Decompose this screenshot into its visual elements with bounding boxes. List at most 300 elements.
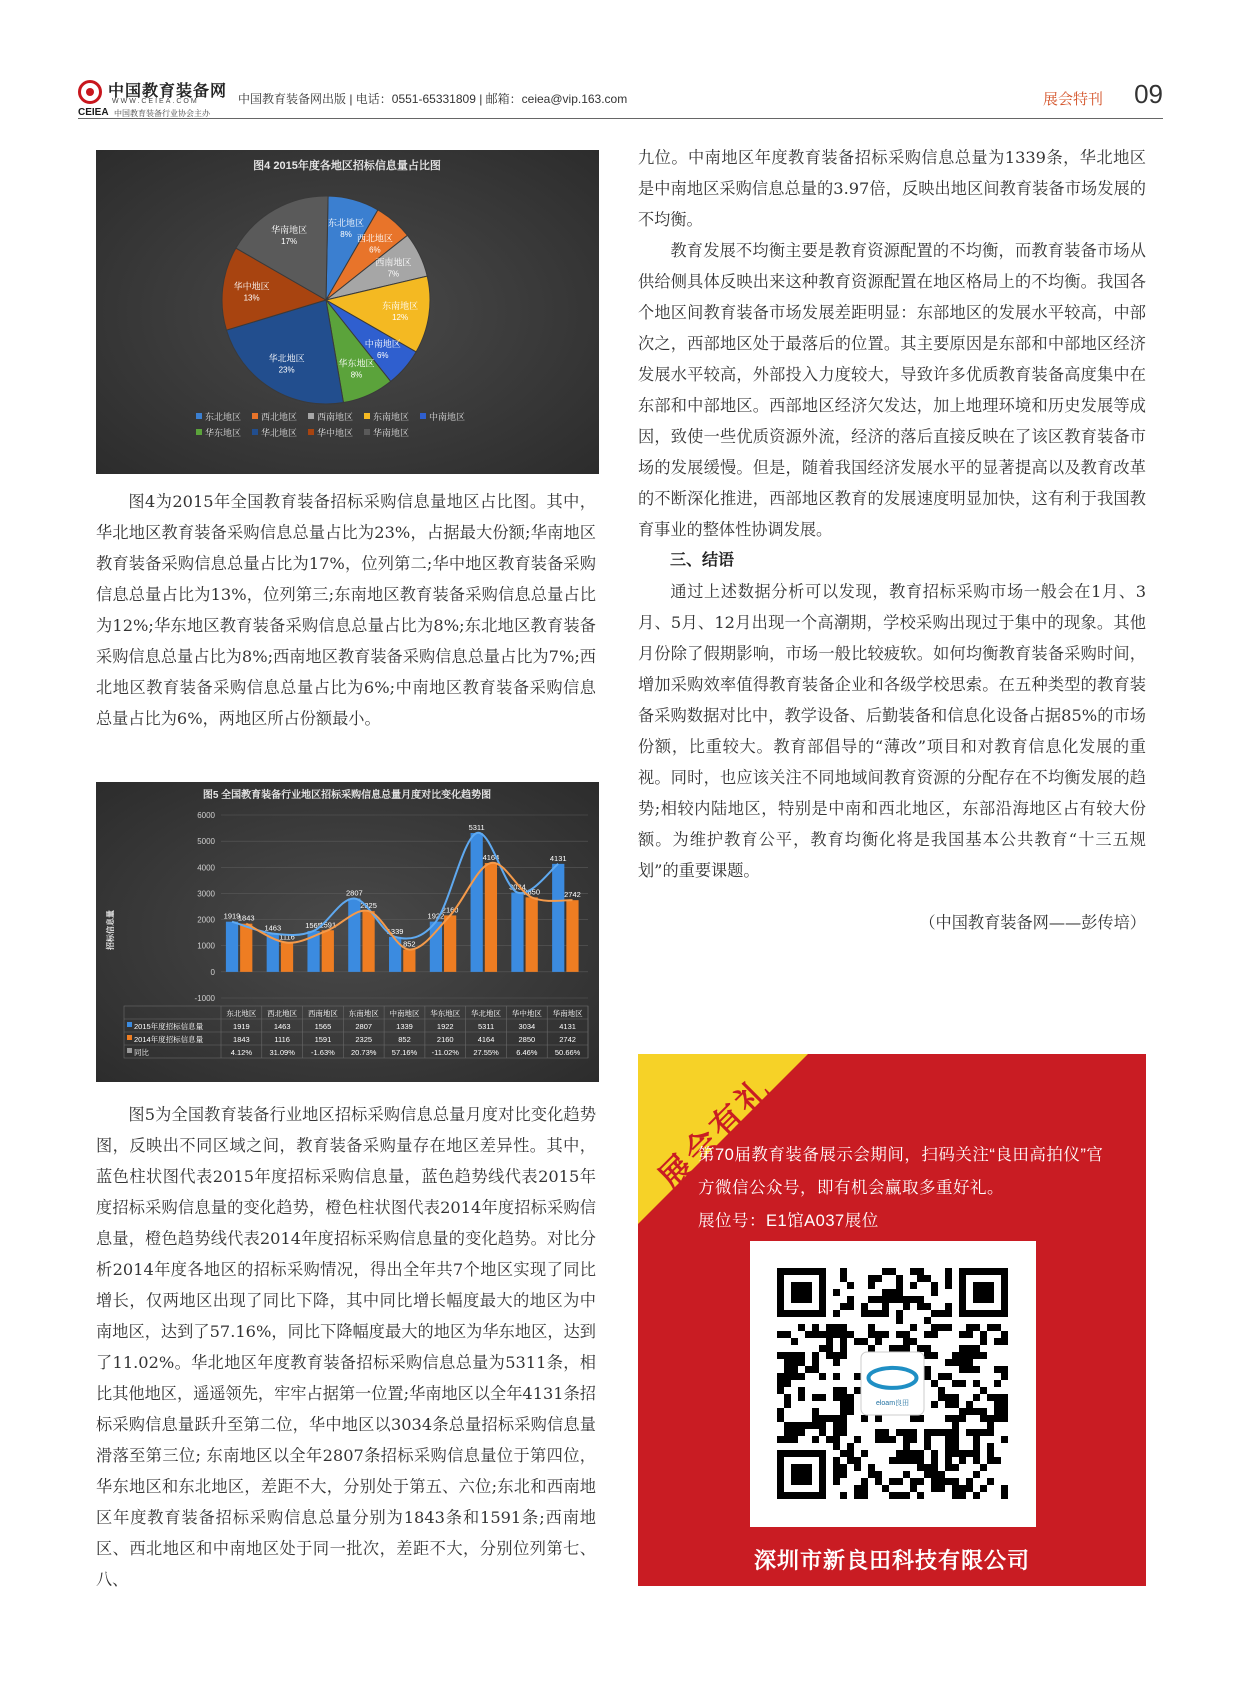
qr-module	[980, 1485, 987, 1492]
qr-module	[861, 1338, 868, 1345]
qr-module	[791, 1359, 798, 1366]
data-label: 1116	[279, 932, 295, 942]
qr-module	[917, 1457, 924, 1464]
qr-module	[826, 1324, 833, 1331]
qr-module	[980, 1387, 987, 1394]
qr-module	[826, 1338, 833, 1345]
qr-module	[903, 1471, 910, 1478]
logo	[78, 78, 228, 118]
qr-module	[980, 1464, 987, 1471]
data-label: 2807	[345, 888, 363, 898]
qr-module	[910, 1450, 917, 1457]
qr-module	[868, 1471, 875, 1478]
qr-module	[868, 1296, 875, 1303]
qr-module	[833, 1387, 840, 1394]
qr-module	[833, 1394, 840, 1401]
paragraph: 通过上述数据分析可以发现，教育招标采购市场一般会在1月、3月、5月、12月出现一个高潮期，学校采购出现过于集中的现象。其他月份除了假期影响，市场一般比较疲软。如何均衡教育装备采购时间，增加采购效率值得教育装备企业和各级学校思索。在五种类型的教育装备采购数据对比中，教学设备、后勤装备和信息化设备占据85%的市场份额，比重较大。教育部倡导的“薄改”项目和对教育信息化发展的重视。同时，也应该关注不同地域间教育资源的分配存在不均衡发展的趋势;相较内陆地区，特别是中南和西北地区，东部沿海地区占有较大份额。为维护教育公平，教育均衡化将是我国基本公共教育“十三五规划”的重要课题。	[638, 582, 1146, 880]
qr-module	[938, 1429, 945, 1436]
qr-module	[910, 1338, 917, 1345]
qr-module	[868, 1464, 875, 1471]
company-name: 深圳市新良田科技有限公司	[753, 1548, 1030, 1574]
qr-module	[875, 1471, 882, 1478]
left-column-block-1	[96, 486, 596, 734]
qr-module	[868, 1324, 875, 1331]
qr-module	[889, 1436, 896, 1443]
qr-logo-text: eloam良田	[875, 1400, 910, 1408]
y-tick-label: 0	[210, 967, 215, 977]
bar	[362, 911, 374, 972]
legend-swatch	[364, 413, 370, 419]
qr-module	[777, 1436, 784, 1443]
qr-module	[833, 1289, 840, 1296]
bar	[485, 863, 497, 972]
paragraph: 教育发展不均衡主要是教育资源配置的不均衡，而教育装备市场从供给侧具体反映出来这种教育资源配置在地区格局上的不均衡。我国各个地区间教育装备市场发展差距明显：东部地区的发展水平较高，中部次之，西部地区处于最落后的位置。其主要原因是东部和中部地区经济发展水平较高，外部投入力度较大，导致许多优质教育装备高度集中在东部和中部地区。西部地区经济欠发达，加上地理环境和历史发展等成因，致使一些优质资源外流，经济的落后直接反映在了该区教育装备市场的发展缓慢。但是，随着我国经济发展水平的显著提高以及教育改革的不断深化推进，西部地区教育的发展速度明显加快，这有利于我国教育事业的整体性协调发展。	[638, 241, 1146, 539]
qr-module	[777, 1380, 784, 1387]
qr-module	[819, 1394, 826, 1401]
data-label: 1591	[319, 920, 337, 930]
qr-module	[819, 1429, 826, 1436]
qr-module	[903, 1492, 910, 1499]
qr-module	[861, 1478, 868, 1485]
qr-module	[791, 1429, 798, 1436]
qr-module	[917, 1296, 924, 1303]
qr-module	[903, 1436, 910, 1443]
x-category-label: 中南地区	[389, 1009, 420, 1018]
chart-title: 图4 2015年度各地区招标信息量占比图	[253, 160, 441, 172]
qr-module	[945, 1450, 952, 1457]
qr-module	[938, 1324, 945, 1331]
qr-module	[798, 1324, 805, 1331]
qr-module	[1001, 1331, 1008, 1338]
qr-module	[784, 1436, 791, 1443]
legend-swatch	[196, 429, 202, 435]
qr-module	[973, 1492, 980, 1499]
qr-module	[812, 1408, 819, 1415]
qr-module	[847, 1457, 854, 1464]
figure-4-pie-chart	[96, 150, 599, 474]
paragraph: 九位。中南地区年度教育装备招标采购信息总量为1339条，华北地区是中南地区采购信息总量的3.97倍，反映出地区间教育装备市场发展的不均衡。	[638, 148, 1146, 229]
qr-module	[833, 1429, 840, 1436]
qr-module	[777, 1373, 784, 1380]
qr-module	[875, 1331, 882, 1338]
bar	[471, 833, 483, 972]
qr-module	[952, 1478, 959, 1485]
qr-module	[945, 1359, 952, 1366]
qr-module	[854, 1436, 861, 1443]
qr-module	[952, 1401, 959, 1408]
qr-module	[1001, 1394, 1008, 1401]
qr-module	[784, 1331, 791, 1338]
left-column-block-2	[96, 1099, 596, 1595]
table-cell: 27.55%	[473, 1048, 499, 1057]
qr-module	[945, 1415, 952, 1422]
qr-module	[973, 1457, 980, 1464]
qr-module	[840, 1331, 847, 1338]
legend-entry: 华中地区	[317, 428, 354, 438]
qr-module	[980, 1429, 987, 1436]
qr-module	[826, 1345, 833, 1352]
table-cell: 2742	[559, 1035, 576, 1044]
qr-module	[910, 1324, 917, 1331]
qr-module	[917, 1268, 924, 1275]
qr-module	[917, 1464, 924, 1471]
table-cell: 1463	[273, 1022, 291, 1031]
qr-module	[931, 1380, 938, 1387]
qr-module	[798, 1394, 805, 1401]
legend-entry: 华东地区	[205, 428, 242, 438]
table-cell: -11.02%	[431, 1048, 459, 1057]
qr-module	[910, 1296, 917, 1303]
bar	[511, 893, 523, 972]
qr-module	[980, 1408, 987, 1415]
qr-module	[966, 1478, 973, 1485]
qr-module	[777, 1415, 784, 1422]
qr-module	[966, 1331, 973, 1338]
qr-module	[889, 1296, 896, 1303]
table-legend-swatch	[127, 1048, 132, 1053]
qr-module	[784, 1366, 791, 1373]
qr-module	[777, 1331, 784, 1338]
table-cell: 852	[398, 1035, 411, 1044]
legend-entry: 华南地区	[373, 428, 410, 438]
table-cell: 2325	[355, 1035, 373, 1044]
table-cell: 1919	[233, 1022, 250, 1031]
qr-module	[896, 1492, 903, 1499]
page-header	[78, 78, 1163, 120]
qr-module	[847, 1450, 854, 1457]
qr-module	[826, 1436, 833, 1443]
qr-module	[987, 1429, 994, 1436]
qr-module	[847, 1296, 854, 1303]
qr-module	[924, 1373, 931, 1380]
qr-module	[819, 1373, 826, 1380]
data-label: 2325	[360, 901, 377, 911]
qr-module	[987, 1394, 994, 1401]
qr-module	[952, 1394, 959, 1401]
qr-module	[959, 1359, 966, 1366]
qr-module	[791, 1366, 798, 1373]
legend-swatch	[420, 413, 426, 419]
table-cell: 1843	[233, 1035, 250, 1044]
bar	[444, 915, 456, 971]
table-row-name: 2014年度招标信息量	[134, 1035, 204, 1044]
qr-module	[777, 1408, 784, 1415]
pie-slice-value: 13%	[243, 293, 260, 303]
qr-module	[938, 1478, 945, 1485]
qr-module	[966, 1408, 973, 1415]
qr-module	[931, 1310, 938, 1317]
qr-module	[854, 1373, 861, 1380]
qr-module	[812, 1324, 819, 1331]
qr-finder	[791, 1464, 812, 1485]
table-cell: -1.63%	[311, 1048, 335, 1057]
pie-slice-label: 中南地区	[364, 338, 401, 349]
qr-module	[784, 1352, 791, 1359]
qr-module	[945, 1310, 952, 1317]
qr-module	[994, 1394, 1001, 1401]
y-tick-label: 3000	[197, 889, 215, 899]
qr-module	[910, 1436, 917, 1443]
bar	[403, 950, 415, 972]
qr-module	[833, 1373, 840, 1380]
bar	[281, 943, 293, 972]
qr-module	[812, 1366, 819, 1373]
qr-module	[987, 1450, 994, 1457]
qr-module	[959, 1380, 966, 1387]
qr-module	[980, 1338, 987, 1345]
paragraph: 图5为全国教育装备行业地区招标采购信息总量月度对比变化趋势图，反映出不同区域之间，教育装备采购量存在地区差异性。其中，蓝色柱状图代表2015年度招标采购信息量，蓝色趋势线代表2015年度招标采购信息量的变化趋势，橙色柱状图代表2014年度招标采购信息量，橙色趋势线代表2014年度招标采购信息量的变化趋势。对比分析2014年度各地区的招标采购情况，得出全年共7个地区实现了同比增长，仅两地区出现了同比下降，其中同比增长幅度最大的地区为中南地区，达到了57.16%，同比下降幅度最大的地区为华东地区，达到了11.02%。华北地区年度教育装备招标采购信息总量为5311条，相比其他地区，遥遥领先，牢牢占据第一位置;华南地区以全年4131条招标采购信息量跃升至第二位，华中地区以3034条总量招标采购信息量滑落至第三位; 东南地区以全年2807条招标采购信息量位于第四位，华东地区和东北地区，差距不大，分别处于第五、六位;东北和西南地区年度教育装备招标采购信息总量分别为1843条和1591条;西南地区、西北地区和中南地区处于同一批次，差距不大，分别位列第七、八、	[96, 1105, 596, 1589]
qr-module	[882, 1303, 889, 1310]
bar	[552, 864, 564, 972]
qr-module	[833, 1457, 840, 1464]
y-tick-label: 6000	[197, 811, 215, 820]
data-label: 1919	[223, 911, 241, 921]
bar	[348, 898, 360, 971]
qr-module	[1001, 1338, 1008, 1345]
qr-module	[987, 1478, 994, 1485]
y-tick-label: 2000	[197, 915, 215, 925]
legend-entry: 中南地区	[429, 412, 466, 422]
qr-module	[973, 1443, 980, 1450]
qr-module	[966, 1324, 973, 1331]
qr-module	[903, 1296, 910, 1303]
qr-module	[868, 1282, 875, 1289]
qr-module	[945, 1303, 952, 1310]
qr-module	[973, 1366, 980, 1373]
x-category-label: 东北地区	[226, 1009, 257, 1018]
qr-module	[994, 1380, 1001, 1387]
qr-module	[833, 1422, 840, 1429]
qr-module	[903, 1338, 910, 1345]
pie-slice-value: 6%	[376, 350, 389, 360]
qr-module	[791, 1373, 798, 1380]
qr-module	[994, 1338, 1001, 1345]
qr-module	[980, 1352, 987, 1359]
qr-module	[1001, 1415, 1008, 1422]
qr-module	[791, 1338, 798, 1345]
qr-module	[945, 1373, 952, 1380]
x-category-label: 华南地区	[552, 1009, 583, 1018]
qr-module	[896, 1429, 903, 1436]
qr-module	[952, 1450, 959, 1457]
legend-swatch	[252, 413, 258, 419]
table-cell: 57.16%	[391, 1048, 418, 1057]
qr-module	[966, 1485, 973, 1492]
qr-module	[931, 1282, 938, 1289]
qr-module	[924, 1366, 931, 1373]
section-label: 展会特刊	[1042, 91, 1103, 108]
x-category-label: 华东地区	[430, 1009, 461, 1018]
qr-code[interactable]	[750, 1241, 1036, 1527]
pie-slice-label: 华南地区	[271, 224, 308, 235]
qr-module	[952, 1352, 959, 1359]
qr-module	[882, 1436, 889, 1443]
qr-module	[952, 1380, 959, 1387]
qr-module	[973, 1429, 980, 1436]
pie-slice-value: 6%	[369, 245, 381, 255]
qr-module	[896, 1450, 903, 1457]
qr-module	[959, 1366, 966, 1373]
right-column	[638, 142, 1146, 938]
qr-module	[812, 1352, 819, 1359]
qr-module	[875, 1296, 882, 1303]
qr-module	[812, 1415, 819, 1422]
bar	[566, 900, 578, 972]
qr-module	[987, 1415, 994, 1422]
table-cell: 31.09%	[269, 1048, 295, 1057]
data-label: 1339	[386, 926, 404, 936]
data-label: 4131	[549, 853, 567, 863]
x-category-label: 华中地区	[511, 1009, 542, 1018]
qr-module	[931, 1471, 938, 1478]
table-cell: 2807	[355, 1022, 373, 1031]
pie-slice-label: 华东地区	[338, 358, 375, 369]
qr-module	[791, 1422, 798, 1429]
qr-module	[854, 1485, 861, 1492]
qr-module	[973, 1345, 980, 1352]
qr-module	[1001, 1401, 1008, 1408]
legend-swatch	[308, 429, 314, 435]
qr-code-icon	[750, 1241, 1036, 1527]
qr-module	[791, 1436, 798, 1443]
qr-module	[903, 1450, 910, 1457]
qr-module	[959, 1408, 966, 1415]
table-cell: 6.46%	[516, 1048, 538, 1057]
qr-module	[952, 1436, 959, 1443]
qr-module	[910, 1457, 917, 1464]
qr-module	[959, 1457, 966, 1464]
section-heading: 三、结语	[670, 552, 735, 569]
qr-module	[896, 1317, 903, 1324]
qr-module	[924, 1464, 931, 1471]
qr-module	[966, 1352, 973, 1359]
qr-module	[882, 1268, 889, 1275]
data-label: 1922	[427, 911, 445, 921]
qr-module	[987, 1324, 994, 1331]
y-tick-label: 5000	[197, 837, 215, 847]
qr-module	[840, 1275, 847, 1282]
qr-module	[945, 1457, 952, 1464]
qr-module	[945, 1275, 952, 1282]
logo-abbrev: CEIEA	[78, 107, 109, 118]
table-cell: 4131	[559, 1022, 576, 1031]
qr-module	[903, 1303, 910, 1310]
qr-module	[917, 1450, 924, 1457]
qr-module	[805, 1366, 812, 1373]
bar	[526, 897, 538, 972]
qr-module	[959, 1345, 966, 1352]
qr-module	[973, 1408, 980, 1415]
pie-slice-label: 华中地区	[233, 281, 270, 292]
data-label: 2160	[441, 905, 459, 915]
qr-module	[840, 1345, 847, 1352]
pie-slice-label: 东南地区	[382, 300, 419, 311]
qr-module	[840, 1324, 847, 1331]
qr-module	[931, 1457, 938, 1464]
qr-module	[959, 1450, 966, 1457]
qr-module	[875, 1415, 882, 1422]
qr-module	[966, 1345, 973, 1352]
qr-module	[826, 1331, 833, 1338]
qr-finder	[973, 1282, 994, 1303]
qr-module	[854, 1492, 861, 1499]
legend-swatch	[308, 413, 314, 419]
qr-module	[931, 1450, 938, 1457]
qr-module	[917, 1478, 924, 1485]
qr-module	[973, 1471, 980, 1478]
qr-module	[868, 1275, 875, 1282]
qr-module	[812, 1422, 819, 1429]
qr-module	[945, 1464, 952, 1471]
table-cell: 2160	[436, 1035, 454, 1044]
qr-module	[938, 1373, 945, 1380]
bar	[322, 930, 334, 972]
table-cell: 1591	[314, 1035, 332, 1044]
qr-module	[861, 1450, 868, 1457]
qr-module	[966, 1450, 973, 1457]
qr-module	[889, 1289, 896, 1296]
pie-slice-value: 17%	[281, 236, 298, 246]
qr-module	[861, 1310, 868, 1317]
qr-module	[784, 1422, 791, 1429]
qr-module	[819, 1415, 826, 1422]
qr-module	[812, 1359, 819, 1366]
pie-slice-value: 8%	[340, 229, 352, 239]
qr-module	[1001, 1485, 1008, 1492]
qr-module	[980, 1415, 987, 1422]
y-axis-label: 招标信息量	[106, 910, 115, 950]
qr-module	[833, 1352, 840, 1359]
qr-module	[819, 1422, 826, 1429]
qr-module	[798, 1387, 805, 1394]
data-label: 5311	[468, 823, 485, 833]
qr-module	[931, 1289, 938, 1296]
data-label: 1565	[305, 920, 322, 930]
qr-module	[847, 1408, 854, 1415]
y-tick-label: 4000	[197, 863, 215, 873]
qr-module	[833, 1478, 840, 1485]
page-number: 09	[1134, 79, 1163, 109]
qr-module	[1001, 1408, 1008, 1415]
qr-module	[889, 1478, 896, 1485]
data-label: 852	[403, 939, 416, 949]
x-category-label: 西南地区	[307, 1009, 338, 1018]
qr-module	[903, 1457, 910, 1464]
qr-module	[840, 1422, 847, 1429]
qr-module	[875, 1478, 882, 1485]
qr-module	[847, 1394, 854, 1401]
qr-module	[777, 1387, 784, 1394]
qr-module	[903, 1443, 910, 1450]
qr-module	[875, 1275, 882, 1282]
pie-slice-value: 23%	[278, 365, 295, 375]
qr-module	[959, 1492, 966, 1499]
qr-module	[798, 1429, 805, 1436]
table-cell: 1116	[274, 1035, 290, 1044]
qr-module	[945, 1478, 952, 1485]
advertisement	[638, 1054, 1146, 1586]
logo-icon	[78, 80, 102, 104]
ad-line: 第70届教育装备展示会期间，扫码关注“良田高拍仪”官方微信公众号，即有机会赢取多重好礼。	[698, 1146, 1104, 1197]
qr-module	[924, 1443, 931, 1450]
qr-module	[840, 1268, 847, 1275]
pie-slice-value: 8%	[350, 370, 363, 380]
qr-module	[917, 1415, 924, 1422]
qr-module	[875, 1310, 882, 1317]
qr-module	[784, 1429, 791, 1436]
figure-5-bar-chart	[96, 782, 599, 1082]
qr-module	[833, 1324, 840, 1331]
